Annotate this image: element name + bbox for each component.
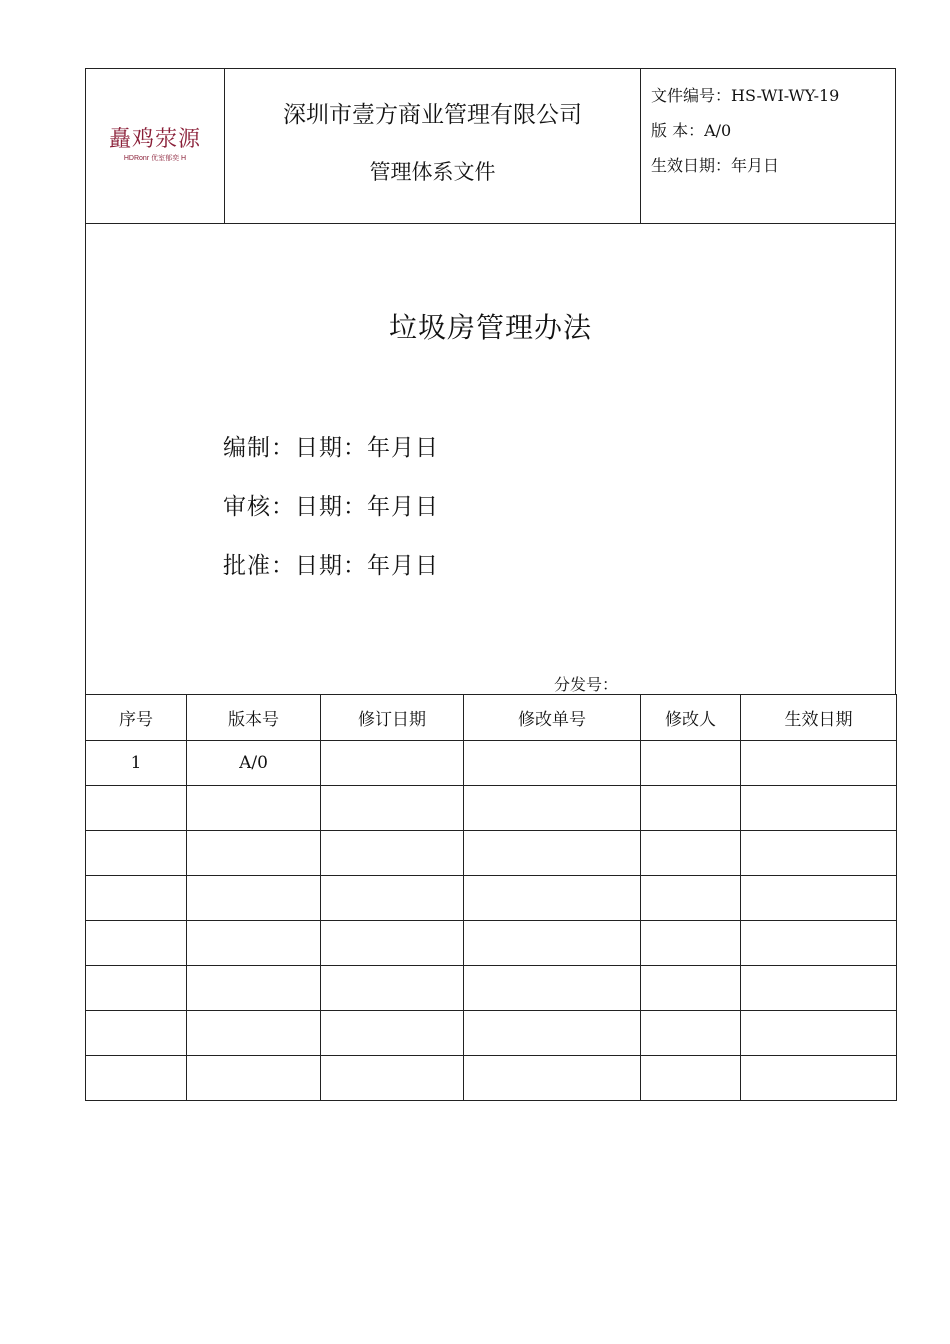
column-header: 修改人 xyxy=(641,695,741,741)
document-version: 版 本：A/0 xyxy=(651,121,732,140)
column-header: 修改单号 xyxy=(464,695,641,741)
table-row xyxy=(86,1056,897,1101)
table-row xyxy=(86,966,897,1011)
company-logo xyxy=(86,128,224,164)
table-cell xyxy=(641,1056,741,1101)
cover-body xyxy=(85,224,896,694)
table-row xyxy=(86,831,897,876)
distribution-number-label: 分发号： xyxy=(554,675,619,694)
table-cell: A/0 xyxy=(187,741,321,786)
table-cell xyxy=(741,786,897,831)
company-cell xyxy=(225,69,641,224)
table-cell xyxy=(321,831,464,876)
table-cell xyxy=(86,1056,187,1101)
table-cell xyxy=(321,1056,464,1101)
table-cell xyxy=(86,831,187,876)
table-cell xyxy=(641,1011,741,1056)
table-cell xyxy=(741,831,897,876)
table-cell xyxy=(464,966,641,1011)
logo-wordmark: 矗鸡荥源 xyxy=(108,127,201,152)
table-cell xyxy=(187,966,321,1011)
table-cell xyxy=(187,786,321,831)
table-cell xyxy=(187,1056,321,1101)
table-cell xyxy=(187,1011,321,1056)
table-cell xyxy=(741,876,897,921)
effective-date: 生效日期：年月日 xyxy=(651,156,780,175)
table-cell xyxy=(741,966,897,1011)
table-cell xyxy=(321,1011,464,1056)
table-cell xyxy=(321,786,464,831)
column-header: 生效日期 xyxy=(741,695,897,741)
column-header: 序号 xyxy=(86,695,187,741)
logo-cell xyxy=(86,69,225,224)
logo-subtext: HDRonr 优室郁奕 H xyxy=(123,155,187,162)
table-cell xyxy=(321,741,464,786)
table-cell xyxy=(464,1011,641,1056)
header-table xyxy=(85,68,896,224)
signoff-prepared: 编制：日期：年月日 xyxy=(223,435,439,461)
column-header: 版本号 xyxy=(187,695,321,741)
table-cell xyxy=(464,741,641,786)
table-cell: 1 xyxy=(86,741,187,786)
table-cell xyxy=(464,1056,641,1101)
revision-table xyxy=(85,694,897,1101)
table-cell xyxy=(187,876,321,921)
table-cell xyxy=(321,966,464,1011)
table-cell xyxy=(321,876,464,921)
table-cell xyxy=(641,741,741,786)
table-cell xyxy=(187,831,321,876)
table-row xyxy=(86,876,897,921)
column-header: 修订日期 xyxy=(321,695,464,741)
table-row xyxy=(86,741,897,786)
table-cell xyxy=(641,966,741,1011)
table-cell xyxy=(86,921,187,966)
revision-table-header xyxy=(86,695,897,741)
document-title: 垃圾房管理办法 xyxy=(388,311,592,344)
table-row xyxy=(86,921,897,966)
document-type: 管理体系文件 xyxy=(369,160,496,184)
document-page xyxy=(85,68,896,1101)
company-name: 深圳市壹方商业管理有限公司 xyxy=(283,102,582,128)
table-cell xyxy=(464,786,641,831)
signoff-approved: 批准：日期：年月日 xyxy=(223,553,439,579)
table-cell xyxy=(187,921,321,966)
table-cell xyxy=(86,876,187,921)
table-row xyxy=(86,786,897,831)
table-cell xyxy=(641,786,741,831)
table-cell xyxy=(464,876,641,921)
document-meta xyxy=(641,69,896,224)
table-cell xyxy=(641,921,741,966)
table-cell xyxy=(464,921,641,966)
table-cell xyxy=(464,831,641,876)
table-cell xyxy=(741,741,897,786)
table-cell xyxy=(86,1011,187,1056)
table-cell xyxy=(741,1011,897,1056)
document-number: 文件编号：HS-WI-WY-19 xyxy=(651,86,840,105)
table-cell xyxy=(741,1056,897,1101)
table-cell xyxy=(321,921,464,966)
table-cell xyxy=(641,831,741,876)
table-cell xyxy=(641,876,741,921)
table-row xyxy=(86,1011,897,1056)
table-cell xyxy=(86,966,187,1011)
table-cell xyxy=(86,786,187,831)
signoff-reviewed: 审核：日期：年月日 xyxy=(223,494,439,520)
table-cell xyxy=(741,921,897,966)
